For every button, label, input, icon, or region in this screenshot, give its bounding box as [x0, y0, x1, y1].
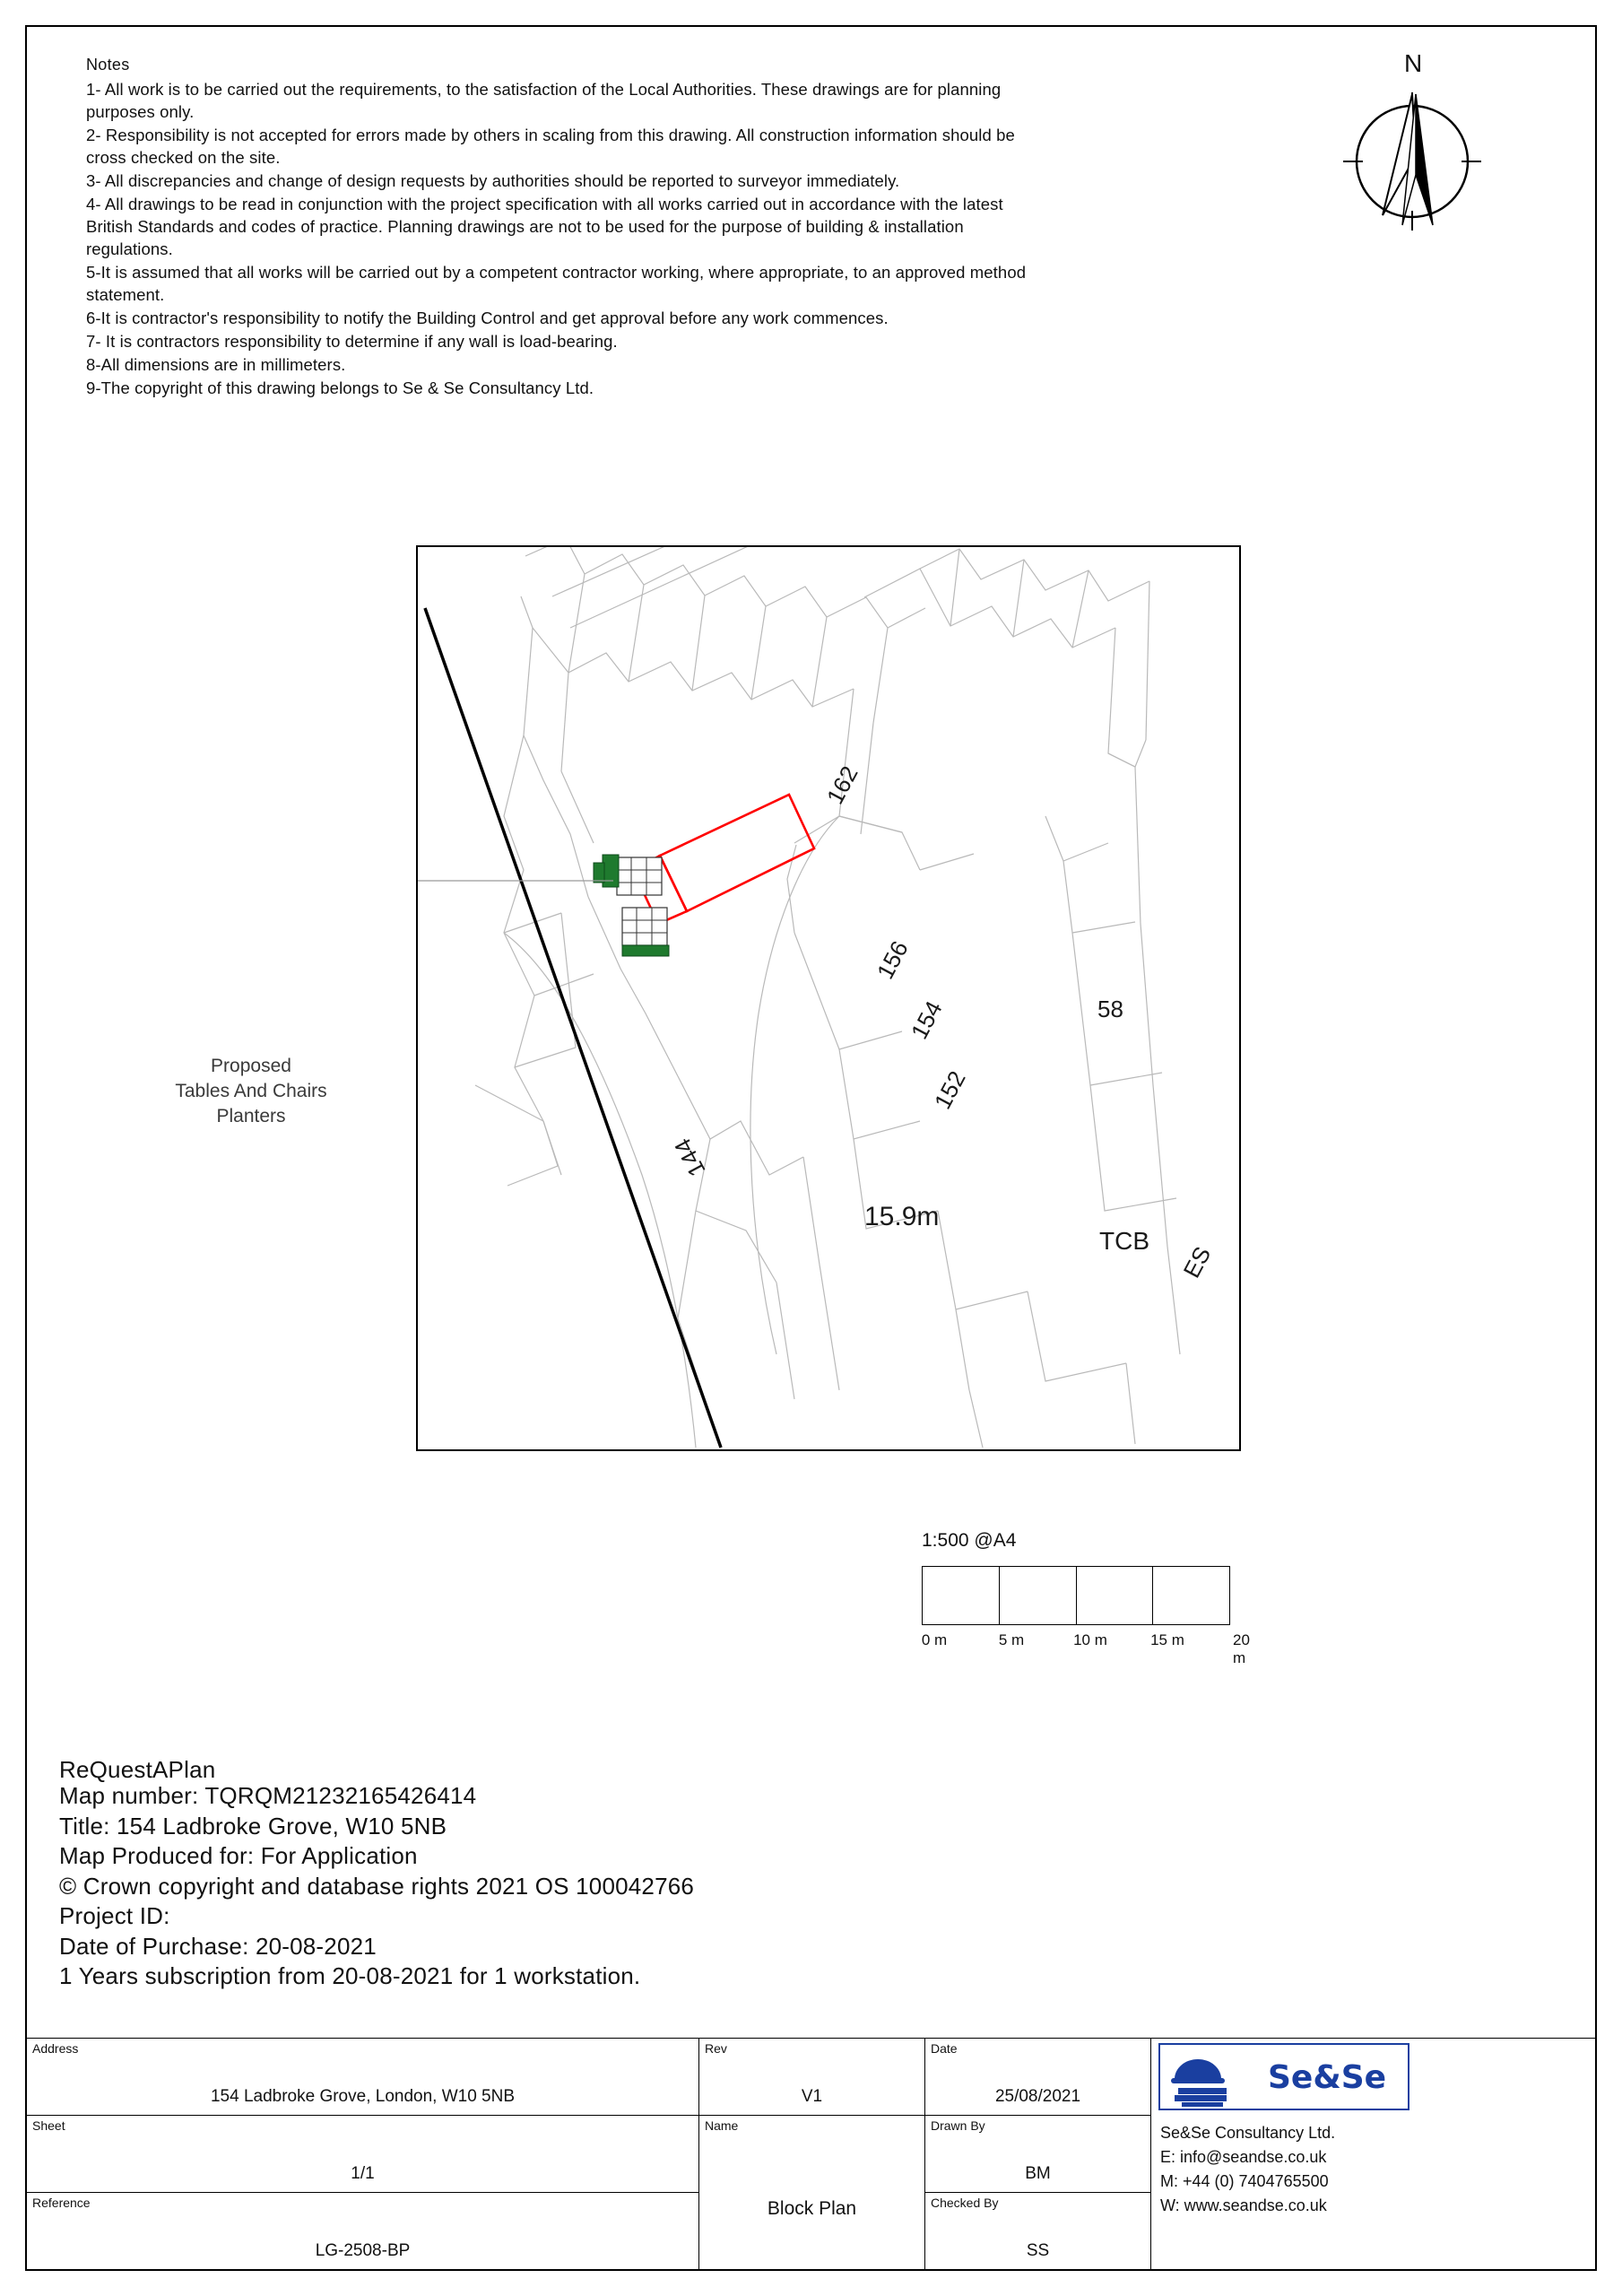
- scale-tick: 15 m: [1150, 1631, 1184, 1648]
- map-label-58: 58: [1097, 996, 1123, 1022]
- scale-segment: [1153, 1567, 1229, 1624]
- map-label-tcb: TCB: [1099, 1227, 1149, 1255]
- titleblock-name-cell: [699, 2115, 925, 2269]
- metadata-date-of-purchase: Date of Purchase: 20-08-2021: [59, 1932, 377, 1960]
- metadata-produced-for: Map Produced for: For Application: [59, 1842, 418, 1869]
- scale-tick: 20 m: [1233, 1631, 1250, 1666]
- date-value: 25/08/2021: [994, 2087, 1081, 2106]
- company-contact-details: [1160, 2121, 1335, 2218]
- titleblock-sheet-cell: [27, 2115, 699, 2192]
- titleblock-rev-cell: [699, 2038, 925, 2115]
- metadata-project-id: Project ID:: [59, 1902, 170, 1929]
- titleblock-address-cell: [27, 2038, 699, 2115]
- planters-graphic: [594, 855, 669, 956]
- note-item: 9-The copyright of this drawing belongs to Se & Se Consultancy Ltd.: [86, 378, 594, 397]
- drawn-by-label: Drawn By: [931, 2118, 985, 2133]
- company-name: Se&Se Consultancy Ltd.: [1160, 2124, 1336, 2142]
- notes-block: [86, 56, 1037, 400]
- map-metadata-block: [59, 1758, 1135, 1992]
- site-boundary-line: [425, 608, 721, 1448]
- titleblock-reference-cell: [27, 2192, 699, 2269]
- map-label-152: 152: [928, 1066, 971, 1114]
- title-block-bottom-border: [27, 2269, 1595, 2270]
- title-block-middle-column: [699, 2038, 925, 2269]
- company-website: W: www.seandse.co.uk: [1160, 2196, 1327, 2214]
- map-label-162: 162: [820, 761, 863, 809]
- checked-by-label: Checked By: [931, 2196, 999, 2210]
- name-label: Name: [705, 2118, 739, 2133]
- title-block-logo-column: [1151, 2038, 1595, 2269]
- name-value: Block Plan: [767, 2198, 857, 2219]
- title-block: [27, 2038, 1595, 2269]
- scale-segment: [1000, 1567, 1077, 1624]
- note-item: 6-It is contractor's responsibility to notify the Building Control and get approval before any work commences.: [86, 309, 889, 327]
- callout-line: Tables And Chairs: [175, 1081, 327, 1101]
- scale-tick: 0 m: [921, 1631, 948, 1648]
- sheet-value: 1/1: [351, 2164, 375, 2183]
- note-item: 4- All drawings to be read in conjunction with the project specification with all works carried out in accordance with the latest British Standards and codes of practice. Planning drawings are not to be used for the purpose of building & installation regulations.: [86, 195, 1003, 258]
- logo-text: Se&Se: [1268, 2059, 1387, 2096]
- sheet-label: Sheet: [32, 2118, 65, 2133]
- scale-bar: [921, 1530, 1262, 1666]
- address-value: 154 Ladbroke Grove, London, W10 5NB: [210, 2087, 516, 2106]
- title-block-right-column: [925, 2038, 1151, 2269]
- note-item: 7- It is contractors responsibility to determine if any wall is load-bearing.: [86, 332, 618, 351]
- north-arrow: [1327, 49, 1497, 256]
- scale-bar-graphic: [922, 1566, 1230, 1625]
- date-label: Date: [931, 2041, 958, 2056]
- metadata-map-number: Map number: TQRQM21232165426414: [59, 1782, 477, 1809]
- note-item: 3- All discrepancies and change of design requests by authorities should be reported to surveyor immediately.: [86, 171, 900, 190]
- callout-line: Proposed: [211, 1056, 291, 1076]
- map-label-level-15-9m: 15.9m: [864, 1202, 940, 1231]
- company-email: E: info@seandse.co.uk: [1160, 2148, 1327, 2166]
- rev-value: V1: [801, 2087, 823, 2106]
- metadata-brand: ReQuestAPlan: [59, 1756, 216, 1783]
- map-label-es: ES: [1177, 1241, 1217, 1283]
- scale-tick: 10 m: [1073, 1631, 1107, 1648]
- scale-segment: [1077, 1567, 1154, 1624]
- scale-ticks: [921, 1631, 1262, 1666]
- callout-line: Planters: [216, 1106, 286, 1126]
- note-item: 8-All dimensions are in millimeters.: [86, 355, 346, 374]
- title-block-left-column: [27, 2038, 699, 2269]
- metadata-subscription: 1 Years subscription from 20-08-2021 for 1 workstation.: [59, 1962, 641, 1989]
- company-logo: [1158, 2043, 1409, 2110]
- checked-by-value: SS: [1026, 2241, 1050, 2260]
- callout-proposed-tables-chairs-planters: [126, 1054, 377, 1129]
- note-item: 1- All work is to be carried out the requirements, to the satisfaction of the Local Authorities. These drawings are for planning purposes only.: [86, 80, 1002, 121]
- north-arrow-label: N: [1404, 49, 1423, 77]
- titleblock-checked-by-cell: [925, 2192, 1151, 2269]
- reference-label: Reference: [32, 2196, 91, 2210]
- address-label: Address: [32, 2041, 79, 2056]
- titleblock-date-cell: [925, 2038, 1151, 2115]
- reference-value: LG-2508-BP: [315, 2241, 411, 2260]
- hardhat-books-icon: [1166, 2048, 1264, 2108]
- drawn-by-value: BM: [1025, 2164, 1051, 2183]
- titleblock-drawn-by-cell: [925, 2115, 1151, 2192]
- map-label-154: 154: [905, 996, 948, 1044]
- site-block-plan-map: [416, 545, 1241, 1451]
- scale-segment: [923, 1567, 1000, 1624]
- metadata-title: Title: 154 Ladbroke Grove, W10 5NB: [59, 1812, 447, 1839]
- note-item: 5-It is assumed that all works will be carried out by a competent contractor working, where appropriate, to an approved method statement.: [86, 263, 1027, 304]
- metadata-copyright: © Crown copyright and database rights 2021 OS 100042766: [59, 1872, 695, 1900]
- scale-tick: 5 m: [998, 1631, 1025, 1648]
- rev-label: Rev: [705, 2041, 727, 2056]
- map-label-144: 144: [668, 1134, 711, 1181]
- note-item: 2- Responsibility is not accepted for errors made by others in scaling from this drawing. All construction information should be cross checked on the site.: [86, 126, 1015, 167]
- company-mobile: M: +44 (0) 7404765500: [1160, 2172, 1329, 2190]
- map-label-156: 156: [871, 936, 914, 984]
- notes-title: Notes: [86, 56, 130, 74]
- north-arrow-graphic: [1327, 49, 1497, 256]
- scale-title: 1:500 @A4: [922, 1530, 1017, 1551]
